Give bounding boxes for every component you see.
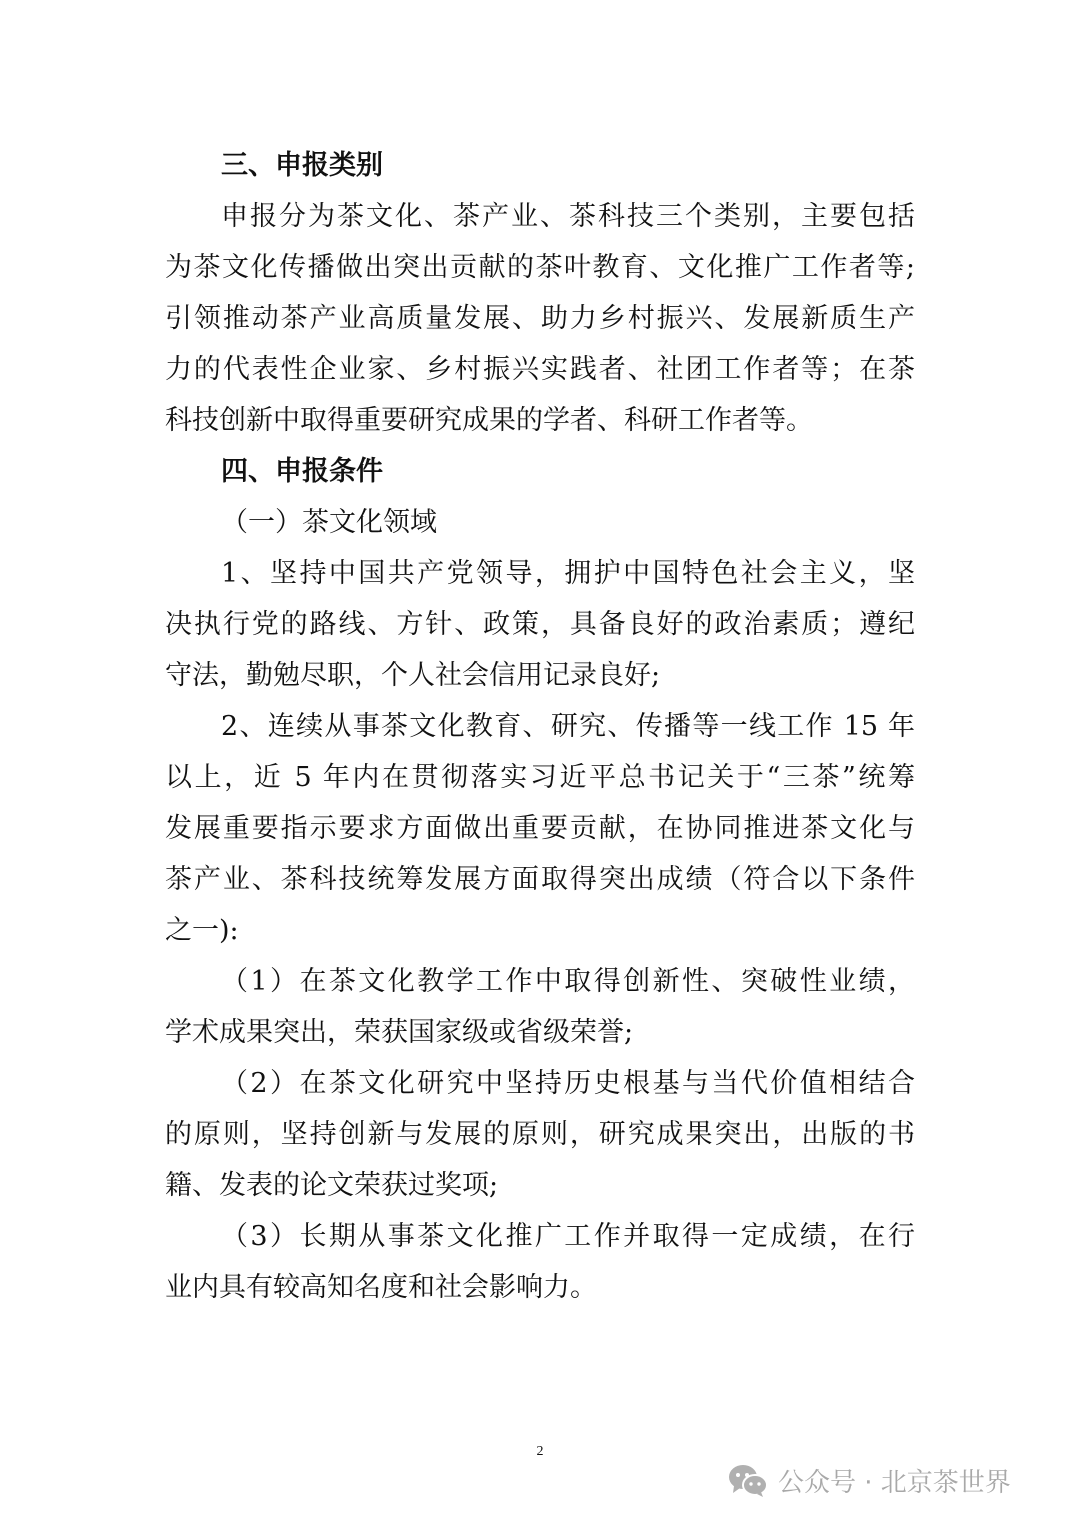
paragraph-line: 为茶文化传播做出突出贡献的茶叶教育、文化推广工作者等; bbox=[165, 252, 915, 283]
paragraph-line: 2、连续从事茶文化教育、研究、传播等一线工作 15 年 bbox=[221, 711, 915, 742]
paragraph-line: 茶产业、茶科技统筹发展方面取得突出成绩（符合以下条件 bbox=[165, 864, 915, 895]
paragraph-line: 守法，勤勉尽职，个人社会信用记录良好; bbox=[165, 660, 661, 691]
paragraph-line: 发展重要指示要求方面做出重要贡献，在协同推进茶文化与 bbox=[165, 813, 915, 844]
paragraph-line: （2）在茶文化研究中坚持历史根基与当代价值相结合 bbox=[221, 1068, 915, 1099]
paragraph-line: 引领推动茶产业高质量发展、助力乡村振兴、发展新质生产 bbox=[165, 303, 915, 334]
paragraph-line: 之一): bbox=[165, 915, 239, 946]
paragraph-line: 科技创新中取得重要研究成果的学者、科研工作者等。 bbox=[165, 405, 813, 436]
paragraph-line: （1）在茶文化教学工作中取得创新性、突破性业绩， bbox=[221, 966, 915, 997]
watermark bbox=[728, 1462, 1011, 1499]
watermark-text: 公众号 · 北京茶世界 bbox=[778, 1468, 1011, 1498]
paragraph-line: 籍、发表的论文荣获过奖项; bbox=[165, 1170, 499, 1201]
paragraph-line: 学术成果突出，荣获国家级或省级荣誉; bbox=[165, 1017, 634, 1048]
paragraph-line: 以上，近 5 年内在贯彻落实习近平总书记关于“三茶”统筹 bbox=[165, 762, 915, 793]
paragraph-line: 力的代表性企业家、乡村振兴实践者、社团工作者等；在茶 bbox=[165, 354, 915, 385]
paragraph-line: 决执行党的路线、方针、政策，具备良好的政治素质；遵纪 bbox=[165, 609, 915, 640]
paragraph-line: 申报分为茶文化、茶产业、茶科技三个类别，主要包括 bbox=[221, 201, 915, 232]
section-heading: 三、申报类别 bbox=[221, 150, 383, 181]
wechat-icon bbox=[728, 1464, 768, 1498]
paragraph-line: （一）茶文化领域 bbox=[221, 507, 437, 538]
paragraph-line: 1、坚持中国共产党领导，拥护中国特色社会主义，坚 bbox=[221, 558, 915, 589]
paragraph-line: （3）长期从事茶文化推广工作并取得一定成绩，在行 bbox=[221, 1221, 915, 1252]
section-heading: 四、申报条件 bbox=[221, 456, 383, 487]
paragraph-line: 业内具有较高知名度和社会影响力。 bbox=[165, 1272, 597, 1303]
paragraph-line: 的原则，坚持创新与发展的原则，研究成果突出，出版的书 bbox=[165, 1119, 915, 1150]
document-body bbox=[165, 140, 915, 1313]
page-number: 2 bbox=[536, 1444, 544, 1459]
